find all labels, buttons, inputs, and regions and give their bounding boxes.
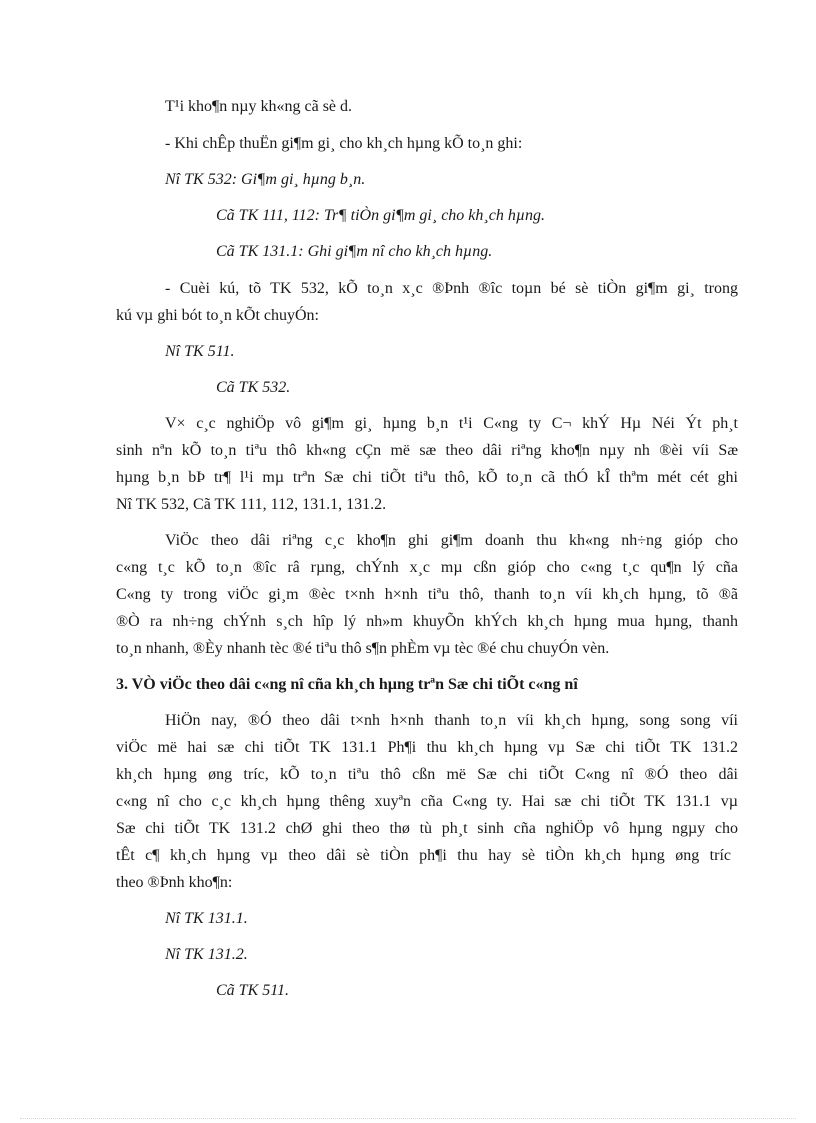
journal-entry-debit: Nî TK 131.2. (165, 946, 248, 963)
paragraph-line: - Khi chÊp thuËn gi¶m gi¸ cho kh¸ch hµng kÕ to¸n ghi: (165, 135, 523, 152)
journal-entry-debit: Nî TK 532: Gi¶m gi¸ hµng b¸n. (165, 171, 366, 188)
paragraph-line: hµng b¸n bÞ tr¶ l¹i mµ trªn Sæ chi tiÕt tiªu thô, kÕ to¸n cã thÓ kÎ thªm mét cét ghi (116, 469, 738, 486)
paragraph-line: viÖc më hai sæ chi tiÕt TK 131.1 Ph¶i thu kh¸ch hµng vµ Sæ chi tiÕt TK 131.2 (116, 739, 738, 756)
paragraph-line: V× c¸c nghiÖp vô gi¶m gi¸ hµng b¸n t¹i C«ng ty C¬ khÝ Hµ Néi Ýt ph¸t (165, 415, 738, 432)
paragraph-line: HiÖn nay, ®Ó theo dâi t×nh h×nh thanh to¸n víi kh¸ch hµng, song song víi (165, 712, 738, 729)
paragraph-line: T¹i kho¶n nµy kh«ng cã sè d. (165, 98, 353, 115)
paragraph-line: theo ®Þnh kho¶n: (116, 874, 233, 891)
paragraph-line: to¸n nhanh, ®Èy nhanh tèc ®é tiªu thô s¶n phÈm vµ tèc ®é chu chuyÓn vèn. (116, 640, 610, 657)
paragraph-line: kú vµ ghi bót to¸n kÕt chuyÓn: (116, 307, 319, 324)
paragraph-line: - Cuèi kú, tõ TK 532, kÕ to¸n x¸c ®Þnh ®îc toµn bé sè tiÒn gi¶m gi¸ trong (165, 280, 738, 297)
paragraph-line: tÊt c¶ kh¸ch hµng vµ theo dâi sè tiÒn ph¶i thu hay sè tiÒn kh¸ch hµng øng tríc (116, 847, 731, 864)
section-heading: 3. VÒ viÖc theo dâi c«ng nî cña kh¸ch hµng trªn Sæ chi tiÕt c«ng nî (116, 676, 578, 693)
page-divider (20, 1118, 796, 1119)
paragraph-line: ViÖc theo dâi riªng c¸c kho¶n ghi gi¶m doanh thu kh«ng nh÷ng gióp cho (165, 532, 738, 549)
journal-entry-debit: Nî TK 511. (165, 343, 235, 360)
paragraph-line: Sæ chi tiÕt TK 131.2 chØ ghi theo thø tù ph¸t sinh cña nghiÖp vô hµng ngµy cho (116, 820, 738, 837)
paragraph-line: ®Ò ra nh÷ng chÝnh s¸ch hîp lý nh»m khuyÕn khÝch kh¸ch hµng mua hµng, thanh (116, 613, 738, 630)
journal-entry-debit: Nî TK 131.1. (165, 910, 248, 927)
journal-entry-credit: Cã TK 111, 112: Tr¶ tiÒn gi¶m gi¸ cho kh¸ch hµng. (216, 207, 546, 224)
paragraph-line: c«ng nî cho c¸c kh¸ch hµng thêng xuyªn cña C«ng ty. Hai sæ chi tiÕt TK 131.1 vµ (116, 793, 738, 810)
journal-entry-credit: Cã TK 532. (216, 379, 291, 396)
paragraph-line: kh¸ch hµng øng tríc, kÕ to¸n tiªu thô cßn më Sæ chi tiÕt C«ng nî ®Ó theo dâi (116, 766, 738, 783)
paragraph-line: Nî TK 532, Cã TK 111, 112, 131.1, 131.2. (116, 496, 387, 513)
paragraph-line: sinh nªn kÕ to¸n tiªu thô kh«ng cÇn më sæ theo dâi riªng kho¶n nµy nh ®èi víi Sæ (116, 442, 738, 459)
paragraph-line: c«ng t¸c kÕ to¸n ®îc râ rµng, chÝnh x¸c mµ cßn gióp cho c«ng t¸c qu¶n lý cña (116, 559, 738, 576)
paragraph-line: C«ng ty trong viÖc gi¸m ®èc t×nh h×nh tiªu thô, thanh to¸n víi kh¸ch hµng, tõ ®ã (116, 586, 738, 603)
journal-entry-credit: Cã TK 131.1: Ghi gi¶m nî cho kh¸ch hµng. (216, 243, 493, 260)
journal-entry-credit: Cã TK 511. (216, 982, 290, 999)
